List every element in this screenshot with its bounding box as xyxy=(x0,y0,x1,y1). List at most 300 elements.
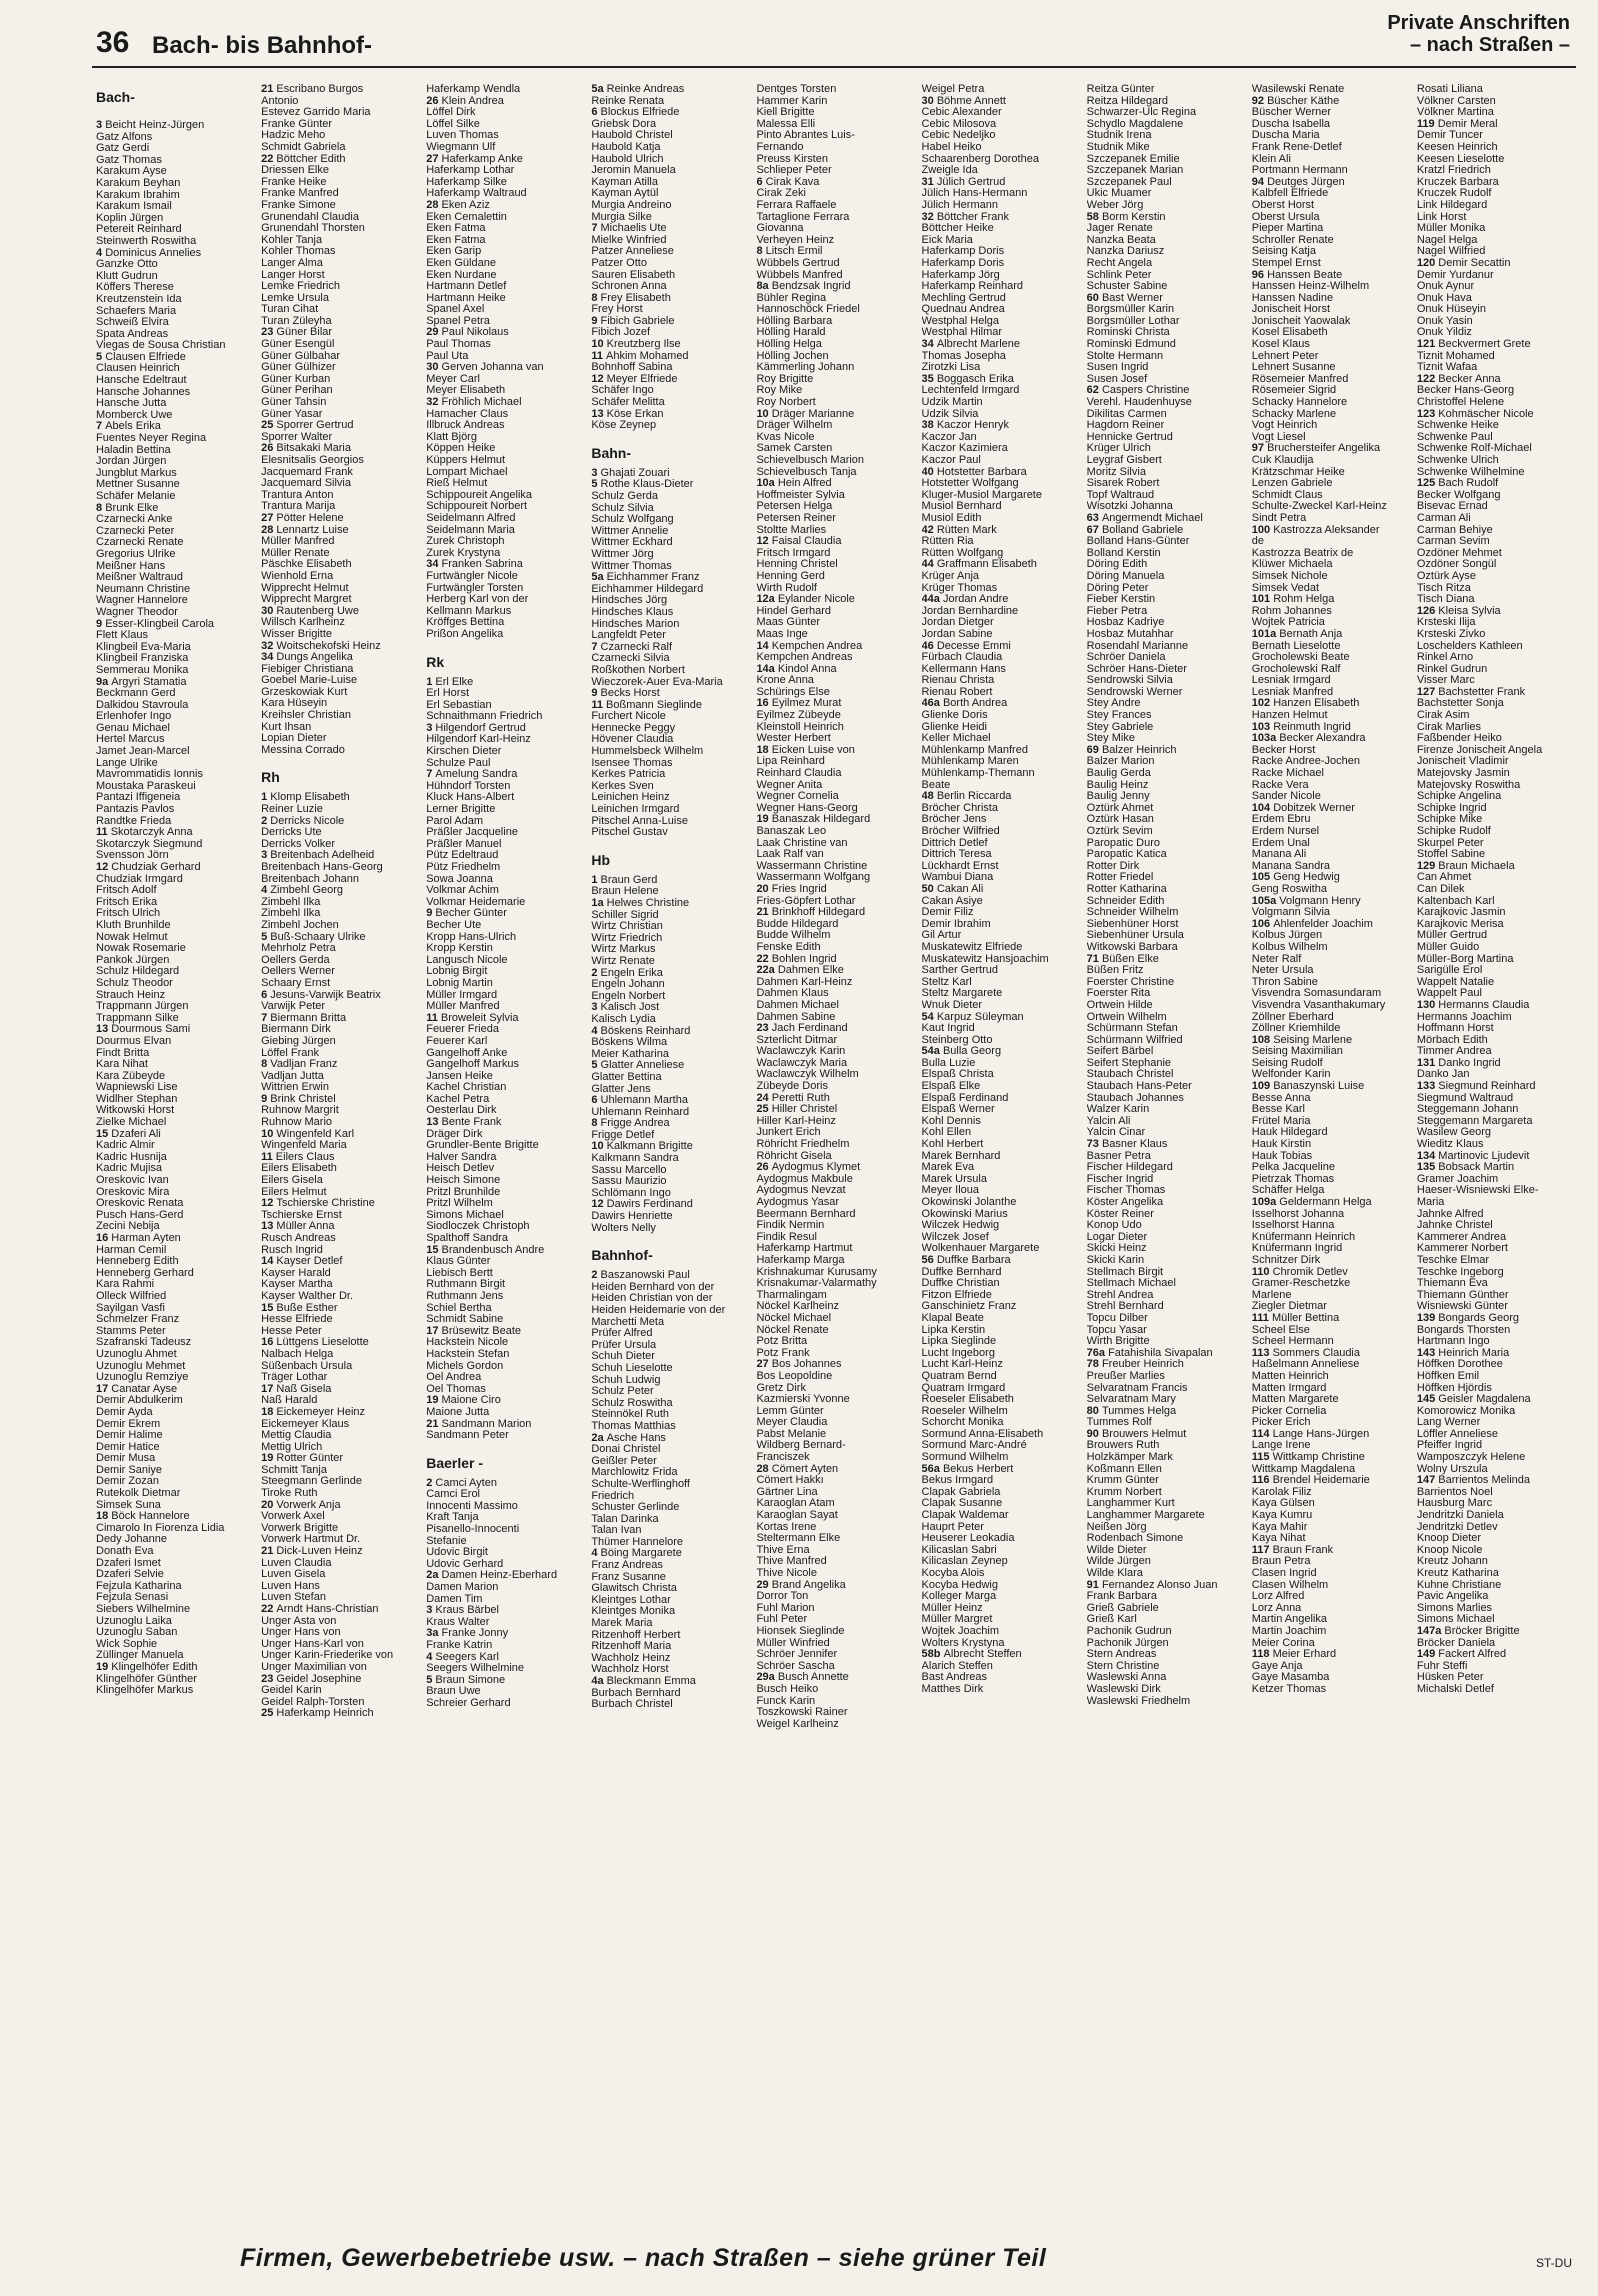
directory-entry: Klingbeil Eva-Maria xyxy=(96,641,191,653)
house-number: 11 xyxy=(261,1151,276,1163)
directory-entry: Güner Yasar xyxy=(261,408,323,420)
directory-entry: Nöckel Karlheinz xyxy=(756,1301,839,1313)
house-number: 12 xyxy=(96,862,112,873)
directory-entry: Schulz Silvia xyxy=(591,502,654,514)
directory-entry: Komorowicz Monika xyxy=(1416,1405,1516,1417)
directory-entry: Steltz Margarete xyxy=(921,988,1003,1000)
directory-entry: Findik Nermin xyxy=(756,1220,825,1232)
directory-entry: Dzaferi Ismet xyxy=(96,1557,161,1569)
directory-entry: Mavrommatidis Ionnis xyxy=(96,769,203,781)
directory-entry: Breitenbach Hans-Georg xyxy=(261,862,383,873)
directory-entry: Schlömann Ingo xyxy=(591,1187,671,1199)
house-number: 9 xyxy=(261,1093,271,1105)
directory-entry: 16 Harman Ayten xyxy=(96,1233,181,1244)
directory-entry: Schaary Ernst xyxy=(261,977,331,989)
house-number: 125 xyxy=(1416,478,1439,490)
directory-entry: Wick Sophie xyxy=(96,1638,158,1650)
directory-entry: Momberck Uwe xyxy=(96,409,173,421)
directory-entry: 56 Duffke Barbara xyxy=(921,1254,1011,1266)
directory-entry: Güner Gülhizer xyxy=(261,362,336,374)
directory-entry: Vorwerk Hartmut Dr. xyxy=(261,1534,361,1546)
directory-entry: Petersen Helga xyxy=(756,501,833,513)
directory-entry: Luven Stefan xyxy=(261,1592,326,1604)
directory-entry: Manana Ali xyxy=(1251,849,1307,861)
directory-entry: Schipke Ingrid xyxy=(1416,802,1487,814)
directory-entry: Unger Hans von xyxy=(261,1627,341,1639)
directory-entry: Bachstetter Sonja xyxy=(1416,698,1504,710)
directory-entry: Tharmalingam xyxy=(756,1289,827,1301)
directory-entry: 62 Caspers Christine xyxy=(1086,385,1190,397)
directory-entry: Stamms Peter xyxy=(96,1325,166,1337)
house-number: 13 xyxy=(426,1117,442,1129)
directory-entry: Mühlenkamp-Themann xyxy=(921,768,1035,780)
directory-entry: Fuhl Peter xyxy=(756,1614,808,1626)
directory-entry: Seidelmann Alfred xyxy=(426,512,516,524)
house-number: 25 xyxy=(261,420,277,432)
directory-entry: Jungblut Markus xyxy=(96,467,177,479)
directory-entry: Duscha Maria xyxy=(1251,130,1320,142)
directory-entry: Haubold Katja xyxy=(591,141,661,153)
house-number: 2a xyxy=(426,1570,442,1582)
house-number: 104 xyxy=(1251,802,1274,814)
directory-entry: 30 Gerven Johanna van xyxy=(426,362,544,374)
directory-entry: Klingelhöfer Günther xyxy=(96,1673,197,1685)
directory-entry: Zöllner Kriemhilde xyxy=(1251,1023,1341,1035)
directory-entry: Schacky Hannelore xyxy=(1251,397,1348,409)
directory-entry: Öztürk Sevim xyxy=(1086,826,1153,837)
directory-entry: Besse Anna xyxy=(1251,1092,1311,1104)
directory-entry: Dahmen Michael xyxy=(756,999,839,1011)
directory-entry: Sendrowski Werner xyxy=(1086,686,1183,698)
directory-entry: Halver Sandra xyxy=(426,1151,497,1163)
directory-entry: 7 Biermann Britta xyxy=(261,1012,347,1024)
directory-entry: Karakum Ayse xyxy=(96,166,167,178)
directory-entry: Unger Karin-Friederike von xyxy=(261,1650,394,1662)
directory-entry: Müller Manfred xyxy=(261,536,335,548)
directory-entry: Fritsch Adolf xyxy=(96,885,157,897)
directory-entry: Rotter Dirk xyxy=(1086,860,1140,872)
directory-entry: 143 Heinrich Maria xyxy=(1416,1347,1510,1359)
directory-entry: Breitenbach Johann xyxy=(261,873,359,885)
directory-entry: Rosati Liliana xyxy=(1416,84,1483,95)
directory-entry: 69 Balzer Heinrich xyxy=(1086,744,1177,756)
directory-entry: Demir Tuncer xyxy=(1416,130,1483,142)
directory-entry: 31 Jülich Gertrud xyxy=(921,176,1006,188)
directory-entry: Dahmen Karl-Heinz xyxy=(756,976,853,988)
house-number: 3 xyxy=(591,1002,601,1014)
directory-entry: Nanzka Beata xyxy=(1086,234,1156,246)
house-number: 32 xyxy=(261,640,277,652)
directory-entry: 25 Sporrer Gertrud xyxy=(261,420,354,432)
directory-entry: 2 Engeln Erika xyxy=(591,967,663,979)
directory-entry: 113 Sommers Claudia xyxy=(1251,1347,1360,1359)
directory-entry: Braun Petra xyxy=(1251,1556,1311,1568)
directory-entry: Böttcher Heike xyxy=(921,223,994,235)
directory-entry: 20 Fries Ingrid xyxy=(756,883,827,895)
directory-entry: Fieber Kerstin xyxy=(1086,594,1156,606)
directory-entry: Waclawczyk Karin xyxy=(756,1046,846,1058)
directory-entry: Schröer Sascha xyxy=(756,1660,835,1672)
directory-entry: Witkowski Horst xyxy=(96,1105,175,1117)
directory-entry: Hennicke Gertrud xyxy=(1086,431,1173,443)
column-spacer xyxy=(426,1442,585,1450)
directory-entry: 92 Büscher Käthe xyxy=(1251,95,1340,107)
directory-entry: Rosendahl Marianne xyxy=(1086,640,1189,652)
directory-entry: Ruthmann Birgit xyxy=(426,1279,506,1291)
directory-entry: 147 Barrientos Melinda xyxy=(1416,1475,1531,1487)
directory-entry: Barrientos Noel xyxy=(1416,1486,1493,1498)
directory-entry: Jülich Hermann xyxy=(921,199,998,211)
directory-entry: Höffken Dorothee xyxy=(1416,1359,1503,1371)
directory-entry: Siegmund Waltraud xyxy=(1416,1092,1514,1104)
directory-entry: Marek Eva xyxy=(921,1162,975,1174)
directory-entry: Verheyen Heinz xyxy=(756,234,835,246)
directory-entry: 12 Dawirs Ferdinand xyxy=(591,1199,693,1211)
directory-entry: Wilde Dieter xyxy=(1086,1544,1147,1556)
directory-entry: Bulla Luzie xyxy=(921,1057,976,1069)
directory-entry: Tiznit Wafaa xyxy=(1416,362,1478,374)
directory-entry: Schuh Ludwig xyxy=(591,1374,661,1386)
house-number: 2a xyxy=(591,1432,607,1444)
directory-entry: Hoffmann Horst xyxy=(1416,1023,1494,1035)
house-number: 62 xyxy=(1086,385,1102,397)
directory-entry: Petereit Reinhard xyxy=(96,224,182,236)
directory-entry: Schipke Angelina xyxy=(1416,791,1502,803)
directory-entry: 7 Czarnecki Ralf xyxy=(591,641,673,653)
directory-entry: 44a Jordan Andre xyxy=(921,594,1009,606)
directory-entry: Prüfer Alfred xyxy=(591,1328,653,1340)
house-number: 5 xyxy=(591,1060,601,1072)
directory-entry: Spanel Petra xyxy=(426,315,490,327)
directory-entry: Kayser Harald xyxy=(261,1267,331,1279)
directory-entry: Kolbus Wilhelm xyxy=(1251,941,1328,953)
directory-entry: Busch Heiko xyxy=(756,1683,819,1695)
directory-entry: Szczepanek Marian xyxy=(1086,165,1184,177)
directory-entry: Unger Maximilian von xyxy=(261,1661,367,1673)
house-number: 102 xyxy=(1251,698,1274,710)
directory-entry: 54a Bulla Georg xyxy=(921,1046,1002,1058)
directory-entry: Kurt Ihsan xyxy=(261,721,312,733)
directory-entry: Spata Andreas xyxy=(96,328,169,340)
house-number: 76a xyxy=(1086,1347,1109,1359)
house-number: 149 xyxy=(1416,1649,1439,1661)
directory-entry: 114 Lange Hans-Jürgen xyxy=(1251,1428,1370,1440)
directory-entry: 6 Jesuns-Varwijk Beatrix xyxy=(261,989,381,1001)
directory-entry: 97 Bruchersteifer Angelika xyxy=(1251,443,1381,455)
directory-entry: Keller Michael xyxy=(921,733,991,745)
directory-entry: Fejzula Katharina xyxy=(96,1580,182,1592)
directory-entry: Donai Christel xyxy=(591,1444,661,1456)
directory-entry: Kluth Brunhilde xyxy=(96,919,171,931)
directory-entry: Jahnke Christel xyxy=(1416,1220,1493,1232)
directory-entry: Marlene xyxy=(1251,1289,1292,1301)
directory-entry: Foerster Rita xyxy=(1086,988,1151,1000)
directory-entry: Zurek Krystyna xyxy=(426,547,501,559)
directory-entry: Skotarczyk Siegmund xyxy=(96,838,203,850)
directory-entry: Thive Erna xyxy=(756,1544,810,1556)
directory-entry: Ritzenhoff Herbert xyxy=(591,1629,681,1641)
directory-entry: Kachel Christian xyxy=(426,1082,507,1094)
directory-entry: Tummes Rolf xyxy=(1086,1417,1152,1429)
directory-entry: Wasilewski Renate xyxy=(1251,84,1345,95)
house-number: 133 xyxy=(1416,1081,1439,1093)
directory-entry: Fritsch Erika xyxy=(96,896,158,908)
directory-entry: Pachonik Gudrun xyxy=(1086,1625,1172,1637)
directory-entry: 8 Frigge Andrea xyxy=(591,1118,670,1130)
directory-entry: 46 Decesse Emmi xyxy=(921,640,1011,652)
footer-note: Firmen, Gewerbebetriebe usw. – nach Straßen – siehe grüner Teil xyxy=(240,2244,1047,2272)
directory-entry: Frank Barbara xyxy=(1086,1591,1157,1603)
directory-entry: Preußer Marlies xyxy=(1086,1370,1165,1382)
directory-entry: Hindel Gerhard xyxy=(756,605,832,617)
directory-entry: Schievelbusch Marion xyxy=(756,455,865,466)
directory-entry: Wipprecht Helmut xyxy=(261,582,349,594)
directory-entry: Kreihsler Christian xyxy=(261,710,351,722)
directory-entry: Konop Udo xyxy=(1086,1220,1142,1232)
directory-column xyxy=(1417,84,1576,2229)
directory-entry: Hadzic Meho xyxy=(261,130,326,142)
directory-entry: 25 Haferkamp Heinrich xyxy=(261,1708,374,1720)
directory-entry: 106 Ahlenfelder Joachim xyxy=(1251,918,1373,930)
directory-entry: Steltermann Elke xyxy=(756,1533,841,1545)
house-number: 14a xyxy=(756,663,778,675)
directory-entry: Wagner Theodor xyxy=(96,606,178,618)
directory-entry: Kalkmann Sandra xyxy=(591,1153,679,1165)
column-spacer xyxy=(96,112,255,120)
directory-entry: 118 Meier Erhard xyxy=(1251,1649,1337,1661)
directory-entry: Wasilew Georg xyxy=(1416,1127,1492,1139)
directory-entry: Lorz Alfred xyxy=(1251,1591,1305,1603)
directory-entry: Dahmen Sabine xyxy=(756,1011,836,1023)
directory-entry: Rutekolk Dietmar xyxy=(96,1488,181,1500)
directory-entry: Haubold Christel xyxy=(591,130,673,142)
directory-entry: Wojtek Joachim xyxy=(921,1625,999,1637)
directory-entry: Özdöner Mehmet xyxy=(1416,547,1502,559)
directory-entry: 71 Büßen Elke xyxy=(1086,953,1159,965)
directory-entry: Furtwängler Nicole xyxy=(426,570,518,582)
directory-entry: Vadljan Jutta xyxy=(261,1070,324,1082)
directory-entry: Gregorius Ulrike xyxy=(96,548,176,560)
directory-entry: Franke Heike xyxy=(261,176,327,188)
directory-entry: Gatz Thomas xyxy=(96,154,162,166)
directory-entry: Löffel Dirk xyxy=(426,107,476,119)
directory-entry: Cakan Asiye xyxy=(921,895,983,907)
directory-entry: 7 Amelung Sandra xyxy=(426,769,518,781)
house-number: 13 xyxy=(96,1024,112,1036)
directory-entry: Heiden Heidemarie von der xyxy=(591,1305,726,1316)
directory-entry: Lucht Karl-Heinz xyxy=(921,1359,1003,1371)
house-number: 46a xyxy=(921,698,943,710)
directory-entry: Ortwein Hilde xyxy=(1086,999,1153,1011)
directory-entry: Wilczek Josef xyxy=(921,1231,989,1243)
directory-entry: 120 Demir Secattin xyxy=(1416,257,1511,269)
house-number: 30 xyxy=(921,95,937,107)
directory-entry: Damen Tim xyxy=(426,1593,483,1605)
directory-entry: 115 Wittkamp Christine xyxy=(1251,1452,1365,1464)
directory-entry: Laak Christine van xyxy=(756,837,848,849)
directory-entry: Karaoglan Atam xyxy=(756,1498,835,1510)
directory-entry: Klingelhöfer Markus xyxy=(96,1685,194,1697)
directory-entry: Köster Reiner xyxy=(1086,1208,1154,1220)
directory-entry: 14 Kempchen Andrea xyxy=(756,640,863,652)
directory-entry: Müller Winfried xyxy=(756,1637,830,1649)
house-number: 118 xyxy=(1251,1649,1273,1661)
directory-entry: Hövener Claudia xyxy=(591,734,674,746)
directory-entry: Eken Güldane xyxy=(426,257,496,269)
directory-entry: Schuh Dieter xyxy=(591,1351,655,1363)
directory-entry: Schaarenberg Dorothea xyxy=(921,153,1039,165)
directory-entry: 27 Haferkamp Anke xyxy=(426,153,523,165)
directory-entry: Wegner Hans-Georg xyxy=(756,802,858,814)
directory-entry: 29 Paul Nikolaus xyxy=(426,327,509,339)
directory-entry: 3 Kraus Bärbel xyxy=(426,1605,499,1617)
house-number: 80 xyxy=(1086,1405,1102,1417)
directory-entry: Kiell Brigitte xyxy=(756,107,815,119)
directory-entry: Kraft Tanja xyxy=(426,1512,479,1524)
directory-entry: Löffler Anneliese xyxy=(1416,1428,1499,1440)
directory-entry: 11 Ahkim Mohamed xyxy=(591,350,689,362)
directory-entry: Nöckel Michael xyxy=(756,1312,832,1324)
directory-entry: Jülich Hans-Hermann xyxy=(921,188,1028,200)
directory-entry: Welfonder Karin xyxy=(1251,1069,1331,1081)
directory-entry: 17 Brüsewitz Beate xyxy=(426,1325,521,1337)
house-number: 103 xyxy=(1251,721,1274,733)
directory-entry: Kocyba Hedwig xyxy=(921,1579,998,1591)
directory-entry: Heisch Detlev xyxy=(426,1163,495,1175)
street-heading: Baerler - xyxy=(426,1454,484,1471)
house-number: 18 xyxy=(756,744,772,756)
directory-entry: Fernando xyxy=(756,141,804,153)
directory-entry: Kraus Walter xyxy=(426,1616,490,1628)
directory-entry: Krätzschmar Heike xyxy=(1251,466,1345,478)
directory-entry: Meißner Hans xyxy=(96,560,166,572)
directory-entry: Cebic Milosova xyxy=(921,118,997,130)
directory-entry: Kaltenbach Karl xyxy=(1416,895,1495,907)
directory-entry: Grunendahl Claudia xyxy=(261,211,359,223)
directory-entry: Wieditz Klaus xyxy=(1416,1139,1484,1151)
directory-entry: 23 Geidel Josephine xyxy=(261,1673,362,1685)
directory-entry: Kortas Irene xyxy=(756,1521,817,1533)
directory-entry: Löffel Frank xyxy=(261,1047,319,1059)
directory-entry: Hindsches Jörg xyxy=(591,595,668,607)
directory-entry: 3 Kalisch Jost xyxy=(591,1002,660,1014)
directory-entry: 21 Brinkhoff Hildegard xyxy=(756,907,866,919)
directory-entry: Lechtenfeld Irmgard xyxy=(921,385,1020,397)
directory-entry: Findik Resul xyxy=(756,1231,817,1243)
directory-entry: Weber Jörg xyxy=(1086,199,1144,211)
directory-entry: Eilers Gisela xyxy=(261,1175,323,1187)
house-number: 46 xyxy=(921,640,937,652)
house-number: 129 xyxy=(1416,860,1439,872)
directory-entry: Demir Filiz xyxy=(921,907,974,919)
directory-entry: Potz Britta xyxy=(756,1336,808,1348)
directory-entry: 3a Franke Jonny xyxy=(426,1628,509,1640)
directory-entry: Wegner Anita xyxy=(756,779,823,791)
directory-entry: Thümer Hannelore xyxy=(591,1536,684,1548)
directory-entry: 22 Böttcher Edith xyxy=(261,153,346,165)
directory-entry: Moritz Silvia xyxy=(1086,466,1146,478)
directory-entry: Gil Artur xyxy=(921,930,962,942)
directory-entry: Schröer Daniela xyxy=(1086,652,1166,664)
directory-entry: Eken Nurdane xyxy=(426,269,497,281)
directory-entry: 67 Bolland Gabriele xyxy=(1086,524,1184,536)
house-number: 56 xyxy=(921,1254,937,1266)
directory-entry: Krumm Norbert xyxy=(1086,1486,1162,1498)
directory-entry: Eyilmez Zübeyde xyxy=(756,710,841,722)
house-number: 127 xyxy=(1416,686,1439,698)
directory-entry: Uzunoglu Remziye xyxy=(96,1372,189,1384)
directory-entry: Kaya Nihat xyxy=(1251,1533,1306,1545)
directory-entry: 103 Reinmuth Ingrid xyxy=(1251,721,1351,733)
house-number: 19 xyxy=(426,1395,442,1407)
directory-entry: Jacquemard Frank xyxy=(261,466,353,478)
directory-entry: 4 Böing Margarete xyxy=(591,1548,682,1560)
directory-entry: Döring Edith xyxy=(1086,559,1148,571)
house-number: 101 xyxy=(1251,594,1274,606)
directory-entry: Steegmann Gerlinde xyxy=(261,1476,363,1488)
directory-entry: Staubach Hans-Peter xyxy=(1086,1081,1192,1093)
house-number: 58b xyxy=(921,1649,944,1661)
directory-entry: 131 Danko Ingrid xyxy=(1416,1057,1501,1069)
directory-entry: Oellers Gerda xyxy=(261,954,330,966)
directory-entry: Schulze Paul xyxy=(426,757,491,769)
directory-entry: Öztürk Ahmet xyxy=(1086,802,1154,814)
directory-entry: Gangelhoff Anke xyxy=(426,1047,508,1059)
directory-entry: Feuerer Frieda xyxy=(426,1024,499,1036)
directory-entry: 42 Rütten Mark xyxy=(921,524,997,536)
house-number: 17 xyxy=(261,1383,277,1395)
directory-entry: 5a Reinke Andreas xyxy=(591,84,685,95)
directory-entry: Christoffel Helene xyxy=(1416,397,1505,409)
directory-entry: Moustaka Paraskeui xyxy=(96,780,196,792)
directory-entry: Burbach Christel xyxy=(591,1699,673,1711)
directory-entry: Turan Cihat xyxy=(261,304,319,316)
directory-entry: Wienhold Erna xyxy=(261,570,334,582)
directory-entry: Schulz Theodor xyxy=(96,977,173,989)
house-number: 34 xyxy=(426,559,442,571)
directory-entry: Siodloczek Christoph xyxy=(426,1221,530,1233)
directory-entry: Rusch Andreas xyxy=(261,1233,336,1244)
directory-entry: Steinwerth Roswitha xyxy=(96,235,197,247)
directory-entry: Lenzen Gabriele xyxy=(1251,478,1333,490)
directory-entry: Carman Ali xyxy=(1416,512,1471,524)
house-number: 6 xyxy=(756,176,766,188)
house-number: 9 xyxy=(96,618,106,630)
directory-entry: Stern Christine xyxy=(1086,1660,1160,1672)
directory-entry: Wiegmann Ulf xyxy=(426,141,496,153)
house-number: 7 xyxy=(96,421,106,433)
directory-entry: Erlenhofer Ingo xyxy=(96,711,172,723)
directory-entry: 12 Faisal Claudia xyxy=(756,536,842,548)
directory-entry: Studnik Irena xyxy=(1086,130,1152,142)
directory-entry: Loschelders Kathleen xyxy=(1416,640,1523,652)
directory-entry: Schwenke Ulrich xyxy=(1416,455,1499,466)
house-number: 12 xyxy=(261,1198,277,1210)
directory-entry: Dawirs Henriette xyxy=(591,1211,673,1223)
directory-entry: Hannoschöck Friedel xyxy=(756,304,860,316)
directory-entry: Völkner Martina xyxy=(1416,107,1494,119)
house-number: 4 xyxy=(591,1548,601,1560)
directory-entry: Leinichen Irmgard xyxy=(591,804,680,816)
directory-entry: Nagel Helga xyxy=(1416,234,1478,246)
directory-entry: Zöllner Eberhard xyxy=(1251,1011,1334,1023)
directory-entry: Tiroke Ruth xyxy=(261,1488,318,1500)
directory-entry: 10a Hein Alfred xyxy=(756,478,832,490)
directory-entry: Nanzka Dariusz xyxy=(1086,246,1165,258)
directory-entry: 13 Köse Erkan xyxy=(591,408,664,420)
directory-entry: Becker Hans-Georg xyxy=(1416,385,1515,397)
directory-entry: Geißler Peter xyxy=(591,1455,657,1467)
